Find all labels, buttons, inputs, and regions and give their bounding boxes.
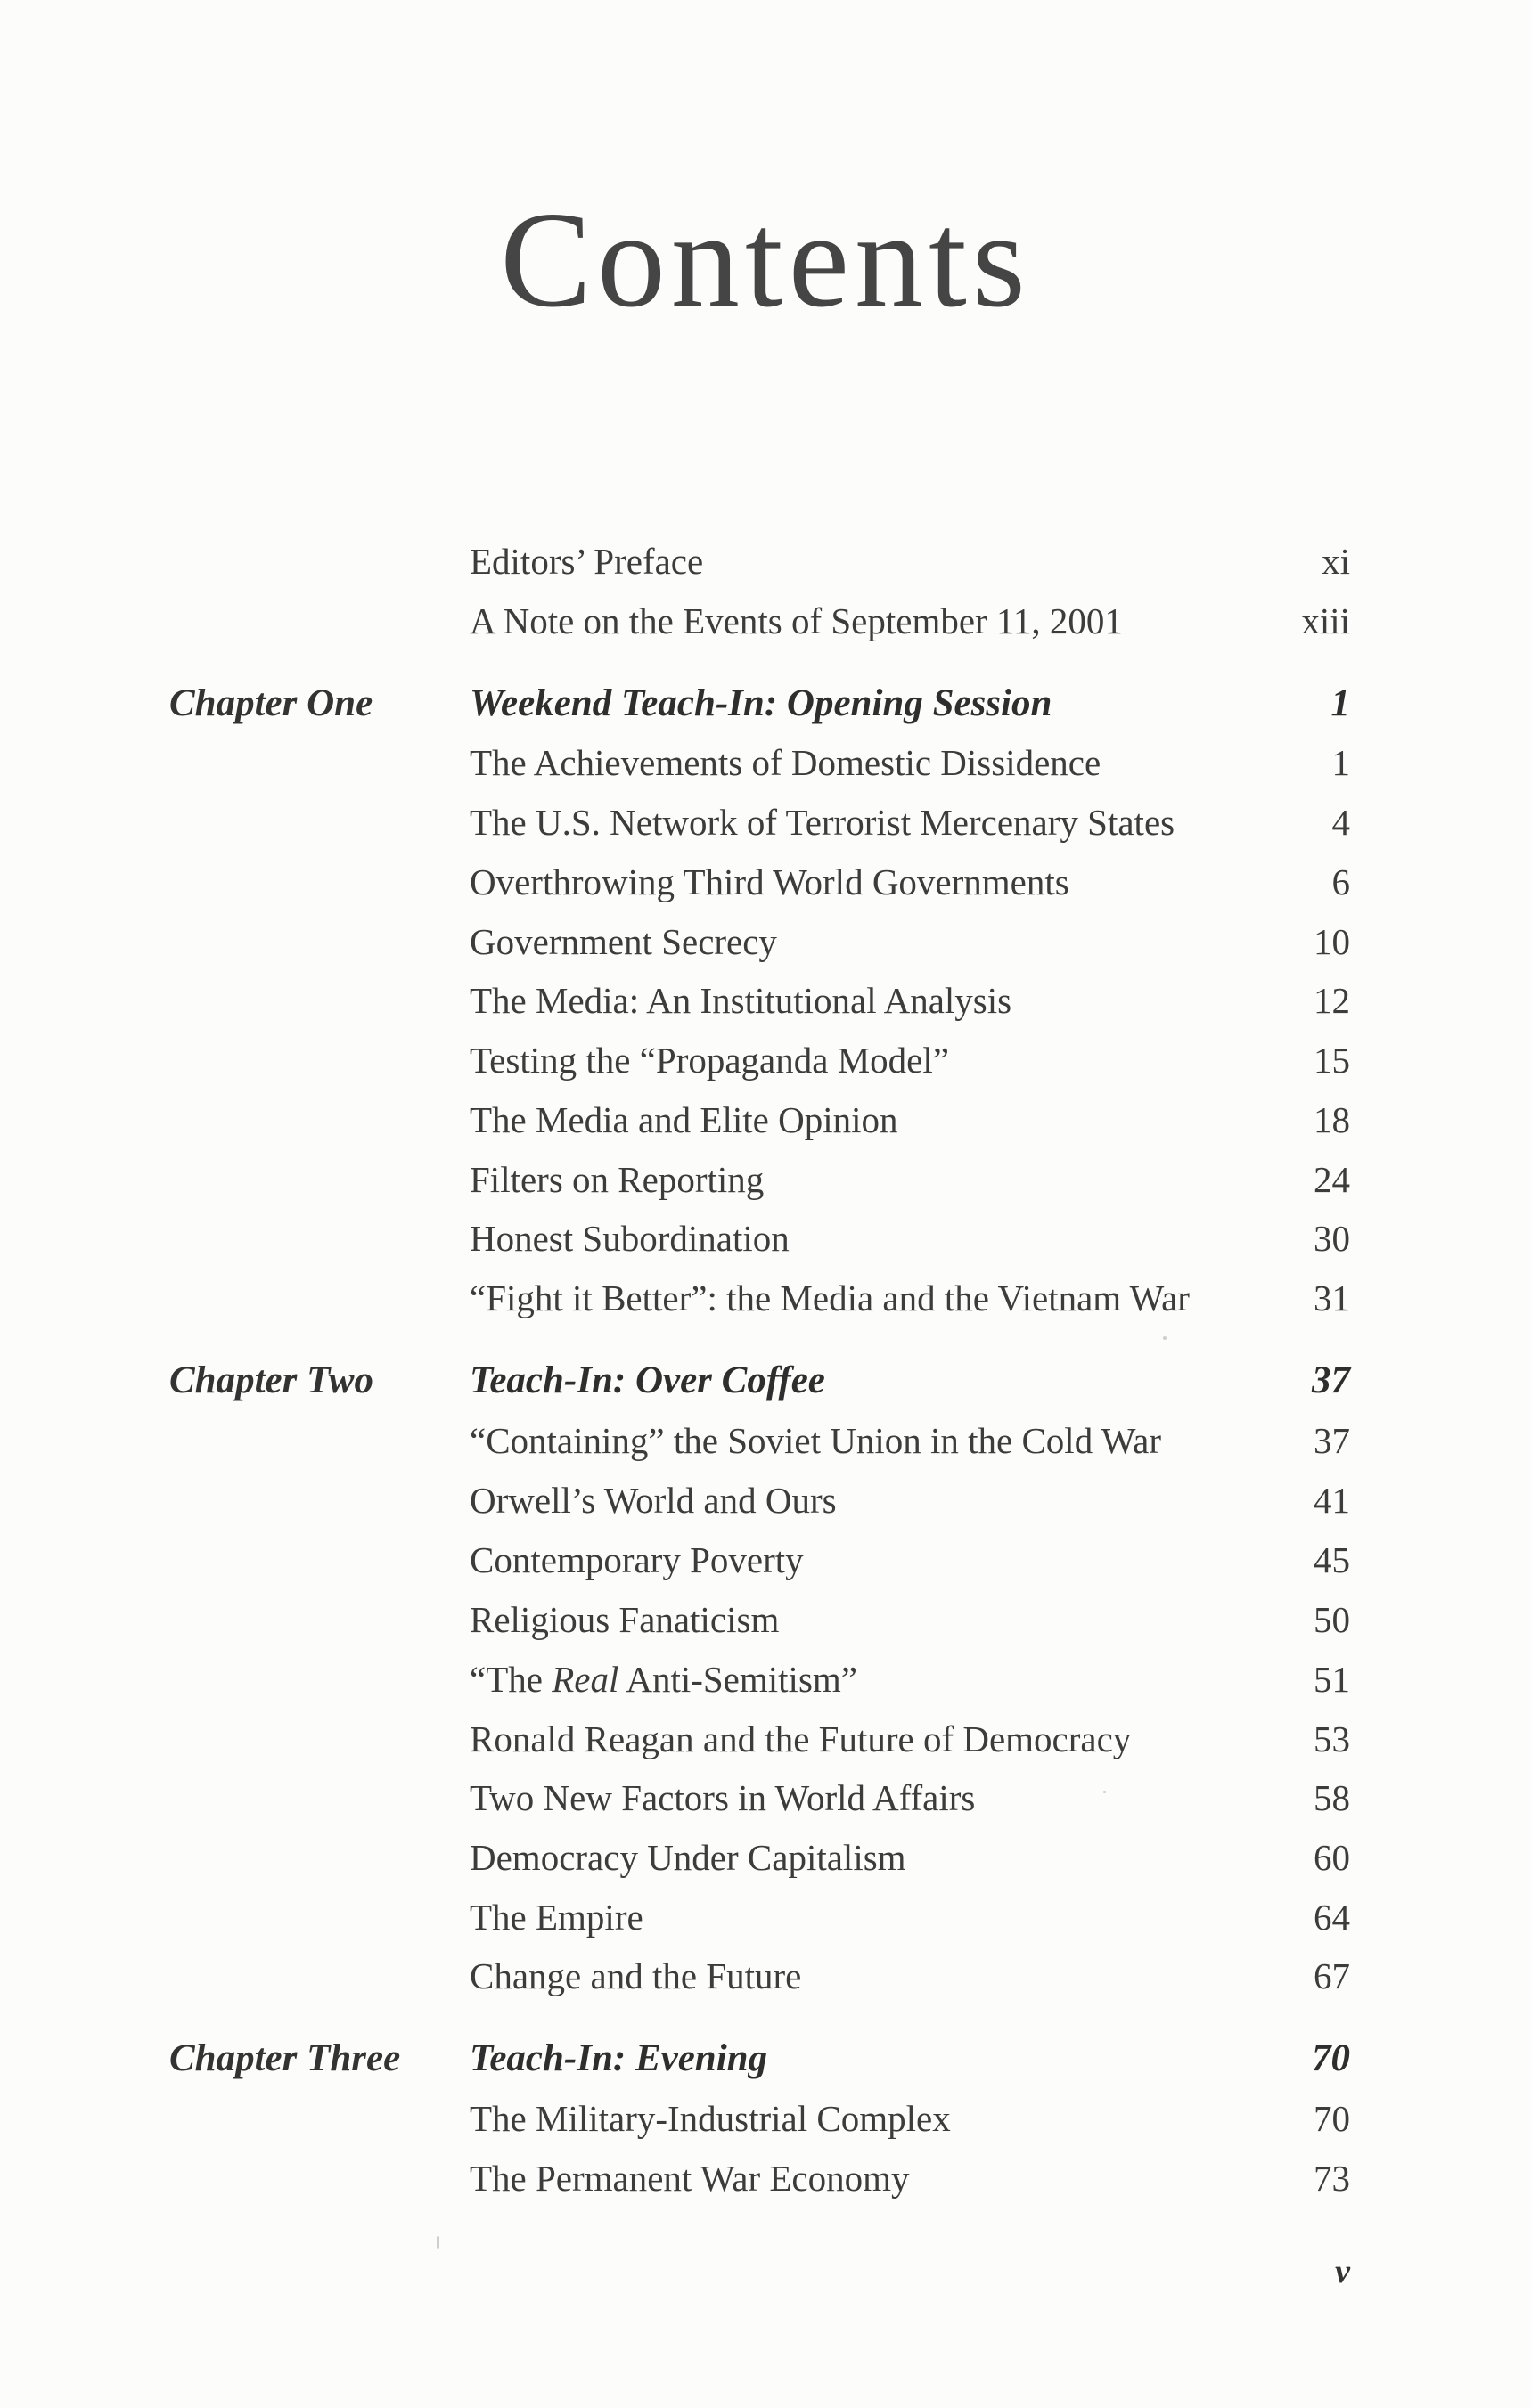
entry-page-number: 70 bbox=[1314, 2098, 1350, 2139]
entry-page-number: 6 bbox=[1331, 861, 1350, 902]
entry-title: Testing the “Propaganda Model” bbox=[470, 1040, 949, 1081]
toc-entry[interactable] bbox=[0, 1271, 1531, 1325]
entry-page-number: 53 bbox=[1314, 1718, 1350, 1759]
entry-page-number: 45 bbox=[1314, 1539, 1350, 1580]
toc-entry[interactable] bbox=[0, 796, 1531, 849]
chapter-title: Teach-In: Over Coffee bbox=[470, 1359, 825, 1401]
entry-title: The Media and Elite Opinion bbox=[470, 1099, 898, 1140]
toc-entry[interactable] bbox=[0, 855, 1531, 909]
toc-entry[interactable] bbox=[0, 1473, 1531, 1527]
entry-title: Government Secrecy bbox=[470, 921, 777, 962]
scan-speck bbox=[1103, 1791, 1106, 1793]
toc-entry-editors-preface[interactable] bbox=[0, 535, 1531, 588]
chapter-title: Weekend Teach-In: Opening Session bbox=[470, 682, 1052, 724]
chapter-title: Teach-In: Evening bbox=[470, 2037, 768, 2079]
toc-entry[interactable] bbox=[0, 1593, 1531, 1646]
entry-title: Change and the Future bbox=[470, 1955, 802, 1996]
toc-entry[interactable] bbox=[0, 974, 1531, 1027]
toc-chapter-three[interactable] bbox=[0, 2032, 1531, 2086]
entry-page-number: 58 bbox=[1314, 1777, 1350, 1818]
scan-speck bbox=[437, 2236, 439, 2249]
entry-page-number: 60 bbox=[1314, 1837, 1350, 1878]
chapter-label: Chapter Two bbox=[169, 1359, 373, 1401]
entry-title: Overthrowing Third World Governments bbox=[470, 861, 1069, 902]
entry-title: “Containing” the Soviet Union in the Cold War bbox=[470, 1420, 1161, 1461]
entry-page-number: 67 bbox=[1314, 1955, 1350, 1996]
toc-entry[interactable] bbox=[0, 1831, 1531, 1884]
entry-title: Ronald Reagan and the Future of Democracy bbox=[470, 1718, 1132, 1759]
chapter-page-number: 37 bbox=[1312, 1359, 1350, 1401]
entry-title: The Permanent War Economy bbox=[470, 2158, 910, 2199]
entry-page-number: xi bbox=[1322, 541, 1350, 582]
toc-entry[interactable] bbox=[0, 1712, 1531, 1766]
toc-entry[interactable] bbox=[0, 1533, 1531, 1587]
entry-page-number: 37 bbox=[1314, 1420, 1350, 1461]
scan-speck bbox=[1163, 1336, 1167, 1340]
toc-entry[interactable] bbox=[0, 1093, 1531, 1147]
entry-title-start: “The bbox=[470, 1659, 553, 1700]
entry-title: Orwell’s World and Ours bbox=[470, 1480, 837, 1521]
toc-entry[interactable] bbox=[0, 736, 1531, 789]
entry-page-number: 73 bbox=[1314, 2158, 1350, 2199]
entry-title: The Media: An Institutional Analysis bbox=[470, 980, 1012, 1021]
toc-entry[interactable] bbox=[0, 1033, 1531, 1087]
entry-title: Contemporary Poverty bbox=[470, 1539, 804, 1580]
toc-entry[interactable] bbox=[0, 1653, 1531, 1706]
entry-title: Religious Fanaticism bbox=[470, 1599, 780, 1640]
entry-title: Honest Subordination bbox=[470, 1218, 790, 1259]
entry-page-number: xiii bbox=[1301, 600, 1350, 641]
entry-title: The Achievements of Domestic Dissidence bbox=[470, 742, 1101, 783]
entry-title: The U.S. Network of Terrorist Mercenary States bbox=[470, 802, 1175, 843]
entry-page-number: 64 bbox=[1314, 1897, 1350, 1938]
entry-title-end: Anti-Semitism” bbox=[618, 1659, 857, 1700]
entry-page-number: 50 bbox=[1314, 1599, 1350, 1640]
entry-title: The Empire bbox=[470, 1897, 643, 1938]
toc-entry[interactable] bbox=[0, 915, 1531, 968]
entry-page-number: 18 bbox=[1314, 1099, 1350, 1140]
toc-chapter-one[interactable] bbox=[0, 677, 1531, 731]
entry-title: “Fight it Better”: the Media and the Vietnam War bbox=[470, 1277, 1190, 1318]
entry-page-number: 1 bbox=[1331, 742, 1350, 783]
entry-title: Editors’ Preface bbox=[470, 541, 704, 582]
entry-page-number: 51 bbox=[1314, 1659, 1350, 1700]
entry-title bbox=[470, 1653, 857, 1706]
toc-entry[interactable] bbox=[0, 1771, 1531, 1824]
toc-entry[interactable] bbox=[0, 1414, 1531, 1467]
entry-title-italic: Real bbox=[552, 1659, 619, 1700]
toc-entry[interactable] bbox=[0, 1153, 1531, 1206]
toc-entry[interactable] bbox=[0, 1949, 1531, 2003]
entry-page-number: 31 bbox=[1314, 1277, 1350, 1318]
entry-page-number: 24 bbox=[1314, 1159, 1350, 1200]
entry-page-number: 30 bbox=[1314, 1218, 1350, 1259]
entry-page-number: 12 bbox=[1314, 980, 1350, 1021]
entry-title: Two New Factors in World Affairs bbox=[470, 1777, 976, 1818]
toc-entry[interactable] bbox=[0, 2092, 1531, 2145]
toc-chapter-two[interactable] bbox=[0, 1354, 1531, 1408]
entry-title: The Military-Industrial Complex bbox=[470, 2098, 951, 2139]
chapter-label: Chapter One bbox=[169, 682, 373, 724]
entry-page-number: 4 bbox=[1331, 802, 1350, 843]
entry-title: Democracy Under Capitalism bbox=[470, 1837, 906, 1878]
entry-page-number: 10 bbox=[1314, 921, 1350, 962]
toc-entry-note-september-11[interactable] bbox=[0, 594, 1531, 648]
chapter-label: Chapter Three bbox=[169, 2037, 401, 2079]
toc-entry[interactable] bbox=[0, 1212, 1531, 1265]
entry-page-number: 41 bbox=[1314, 1480, 1350, 1521]
entry-title: Filters on Reporting bbox=[470, 1159, 765, 1200]
chapter-page-number: 1 bbox=[1330, 682, 1350, 724]
toc-entry[interactable] bbox=[0, 2151, 1531, 2205]
entry-title: A Note on the Events of September 11, 2001 bbox=[470, 600, 1123, 641]
chapter-page-number: 70 bbox=[1312, 2037, 1350, 2079]
page-folio: v bbox=[1335, 2253, 1350, 2290]
page-title: Contents bbox=[500, 184, 1031, 336]
toc-entry[interactable] bbox=[0, 1890, 1531, 1944]
entry-page-number: 15 bbox=[1314, 1040, 1350, 1081]
